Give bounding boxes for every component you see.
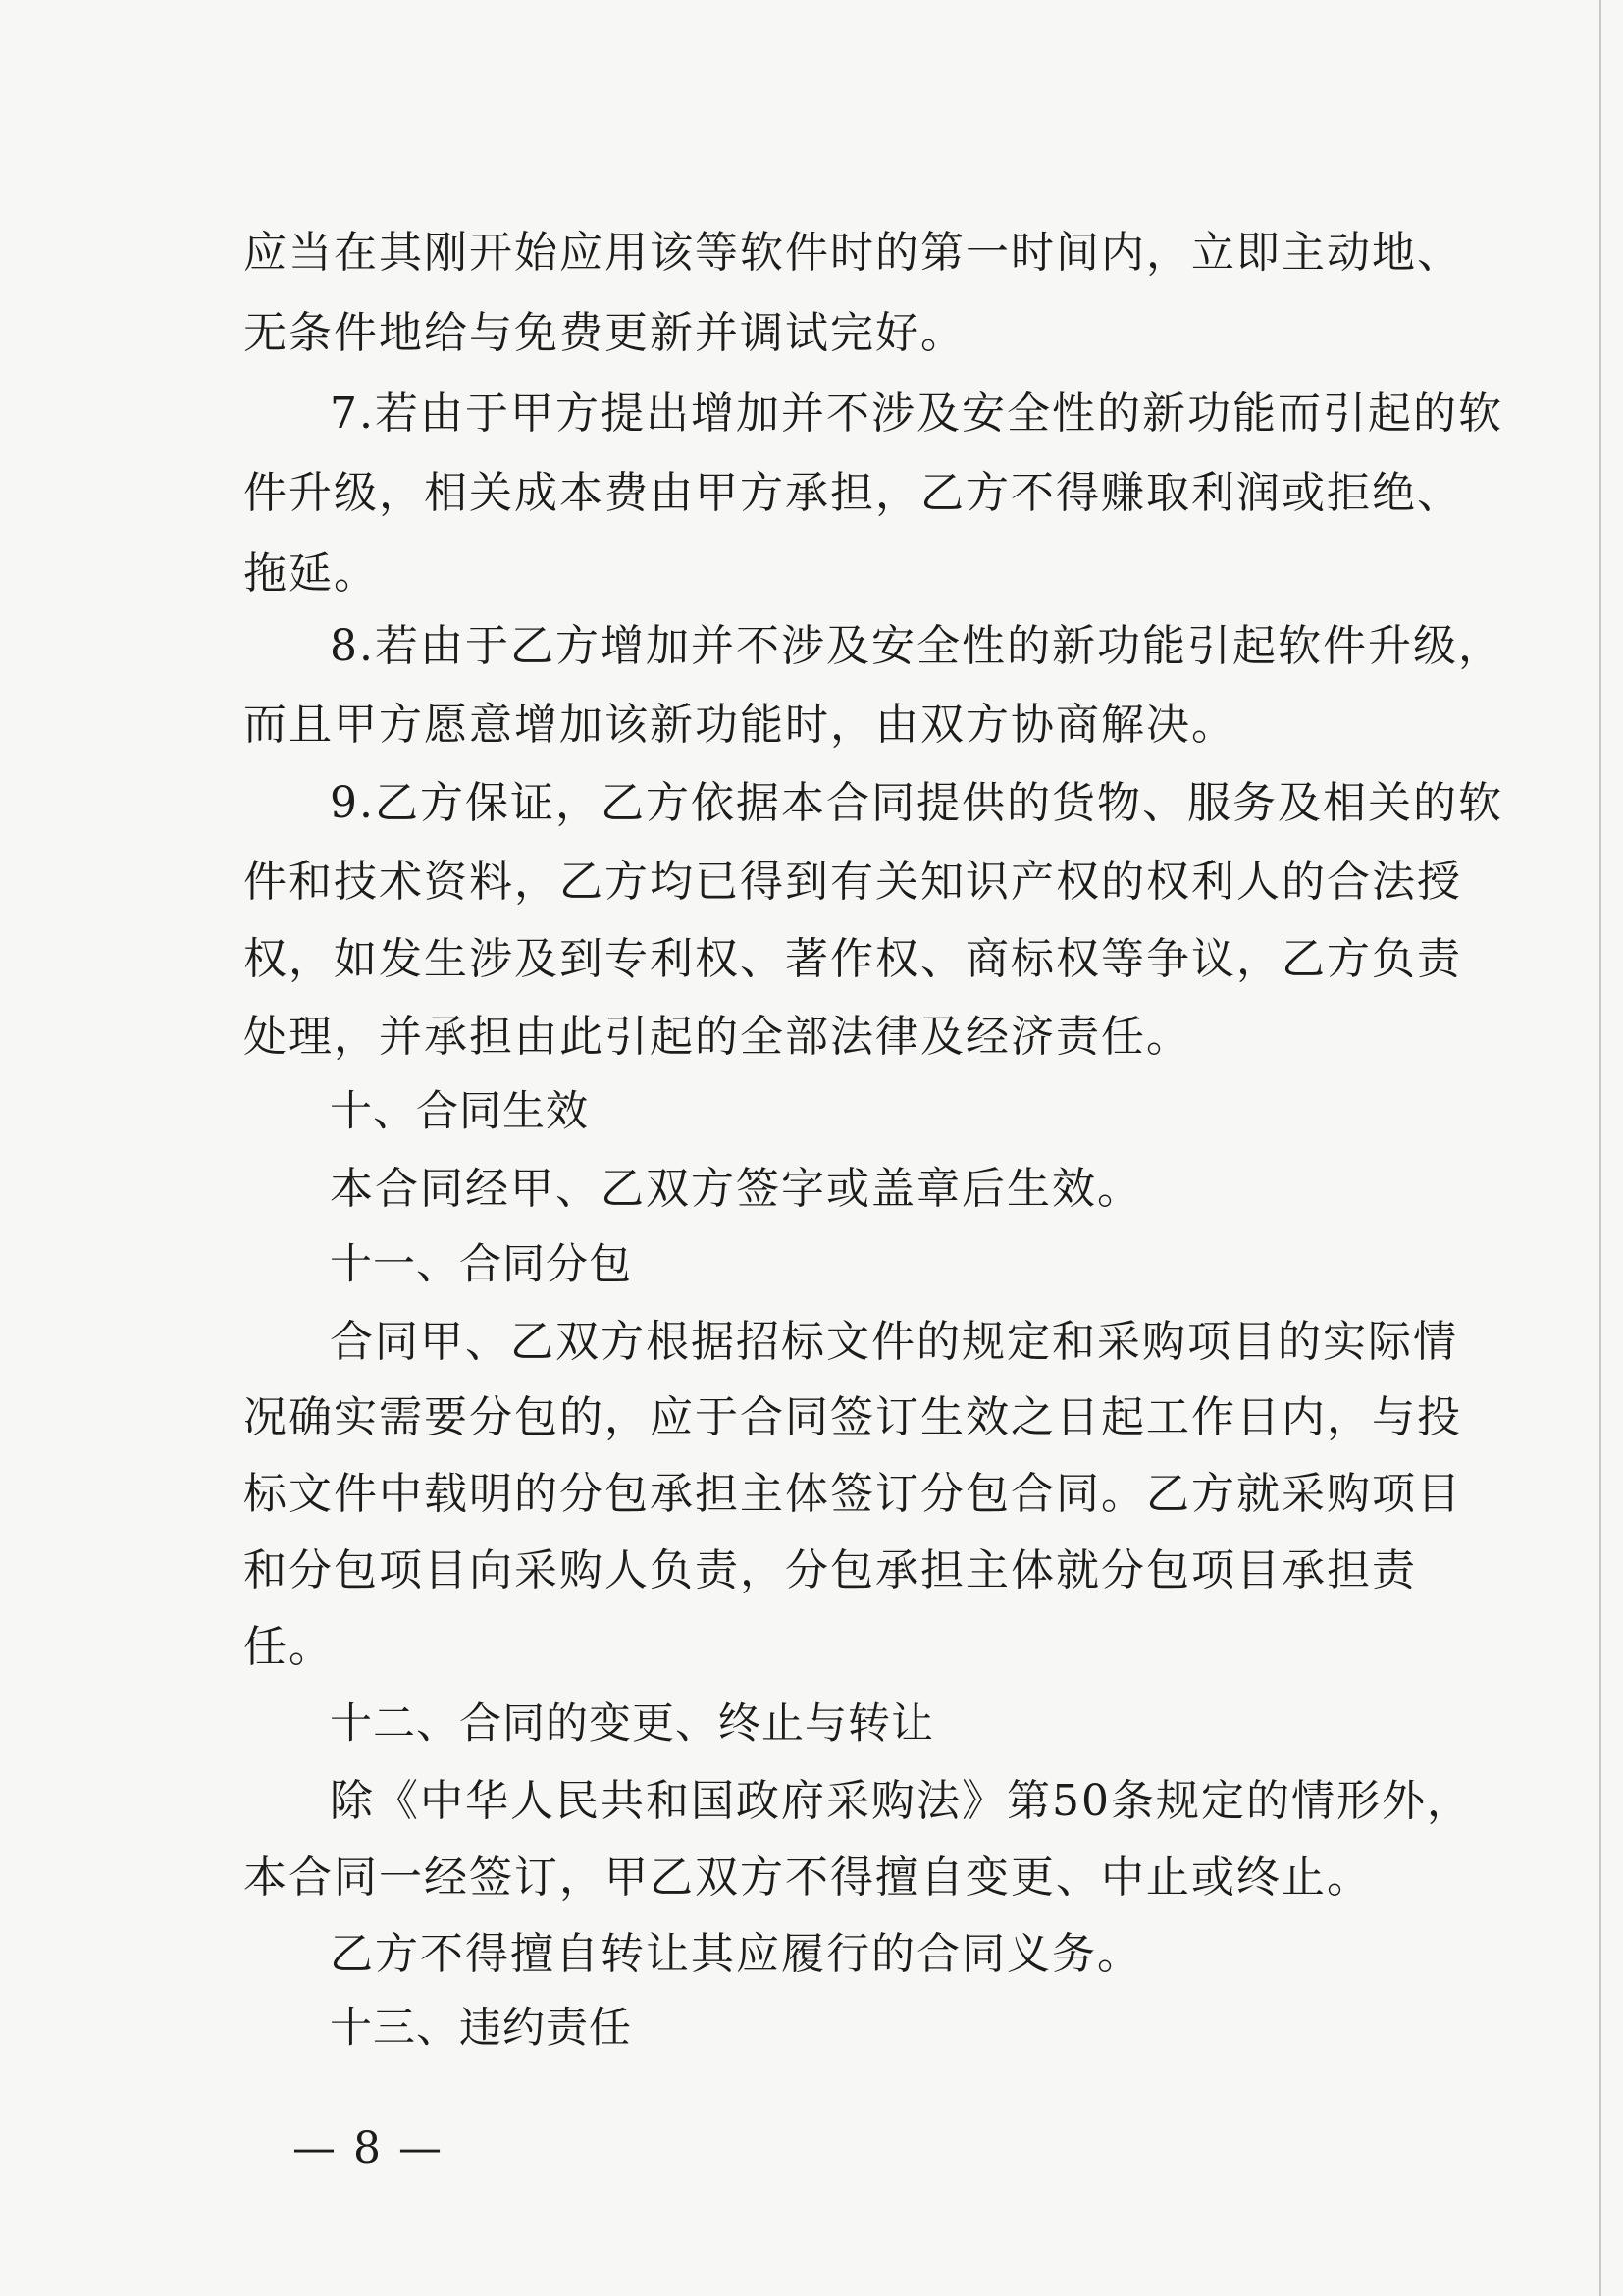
body-text-line: 应当在其刚开始应用该等软件时的第一时间内，立即主动地、 <box>243 228 1462 278</box>
body-text-line: 和分包项目向采购人负责，分包承担主体就分包项目承担责 <box>243 1545 1417 1595</box>
section-heading: 十三、违约责任 <box>330 2004 632 2053</box>
body-text-line: 处理，并承担由此引起的全部法律及经济责任。 <box>243 1012 1191 1062</box>
section-heading: 十二、合同的变更、终止与转让 <box>330 1699 934 1748</box>
body-text-line: 件和技术资料，乙方均已得到有关知识产权的权利人的合法授 <box>243 857 1462 907</box>
body-text-line: 而且甲方愿意增加该新功能时，由双方协商解决。 <box>243 700 1236 750</box>
body-text-line: 任。 <box>243 1622 334 1672</box>
body-text-line: 本合同经甲、乙双方签字或盖章后生效。 <box>330 1164 1142 1214</box>
body-text-line: 标文件中载明的分包承担主体签订分包合同。乙方就采购项目 <box>243 1469 1462 1519</box>
body-text-line: 本合同一经签订，甲乙双方不得擅自变更、中止或终止。 <box>243 1852 1372 1903</box>
section-heading: 十一、合同分包 <box>330 1240 632 1289</box>
page-number: — 8 — <box>292 2123 444 2173</box>
section-heading: 十、合同生效 <box>330 1087 589 1136</box>
body-text-line: 9.乙方保证，乙方依据本合同提供的货物、服务及相关的软 <box>330 778 1503 828</box>
body-text-line: 权，如发生涉及到专利权、著作权、商标权等争议，乙方负责 <box>243 934 1462 984</box>
body-text-line: 件升级，相关成本费由甲方承担，乙方不得赚取利润或拒绝、 <box>243 468 1462 518</box>
body-text-line: 合同甲、乙双方根据招标文件的规定和采购项目的实际情 <box>330 1317 1458 1367</box>
body-text-line: 无条件地给与免费更新并调试完好。 <box>243 308 966 358</box>
body-text-line: 乙方不得擅自转让其应履行的合同义务。 <box>330 1929 1142 1979</box>
scan-edge-divider <box>1599 0 1601 2296</box>
body-text-line: 7.若由于甲方提出增加并不涉及安全性的新功能而引起的软 <box>330 389 1503 439</box>
body-text-line: 况确实需要分包的，应于合同签订生效之日起工作日内，与投 <box>243 1392 1462 1442</box>
body-text-line: 除《中华人民共和国政府采购法》第50条规定的情形外， <box>330 1776 1472 1826</box>
body-text-line: 8.若由于乙方增加并不涉及安全性的新功能引起软件升级， <box>330 621 1503 671</box>
body-text-line: 拖延。 <box>243 548 379 599</box>
